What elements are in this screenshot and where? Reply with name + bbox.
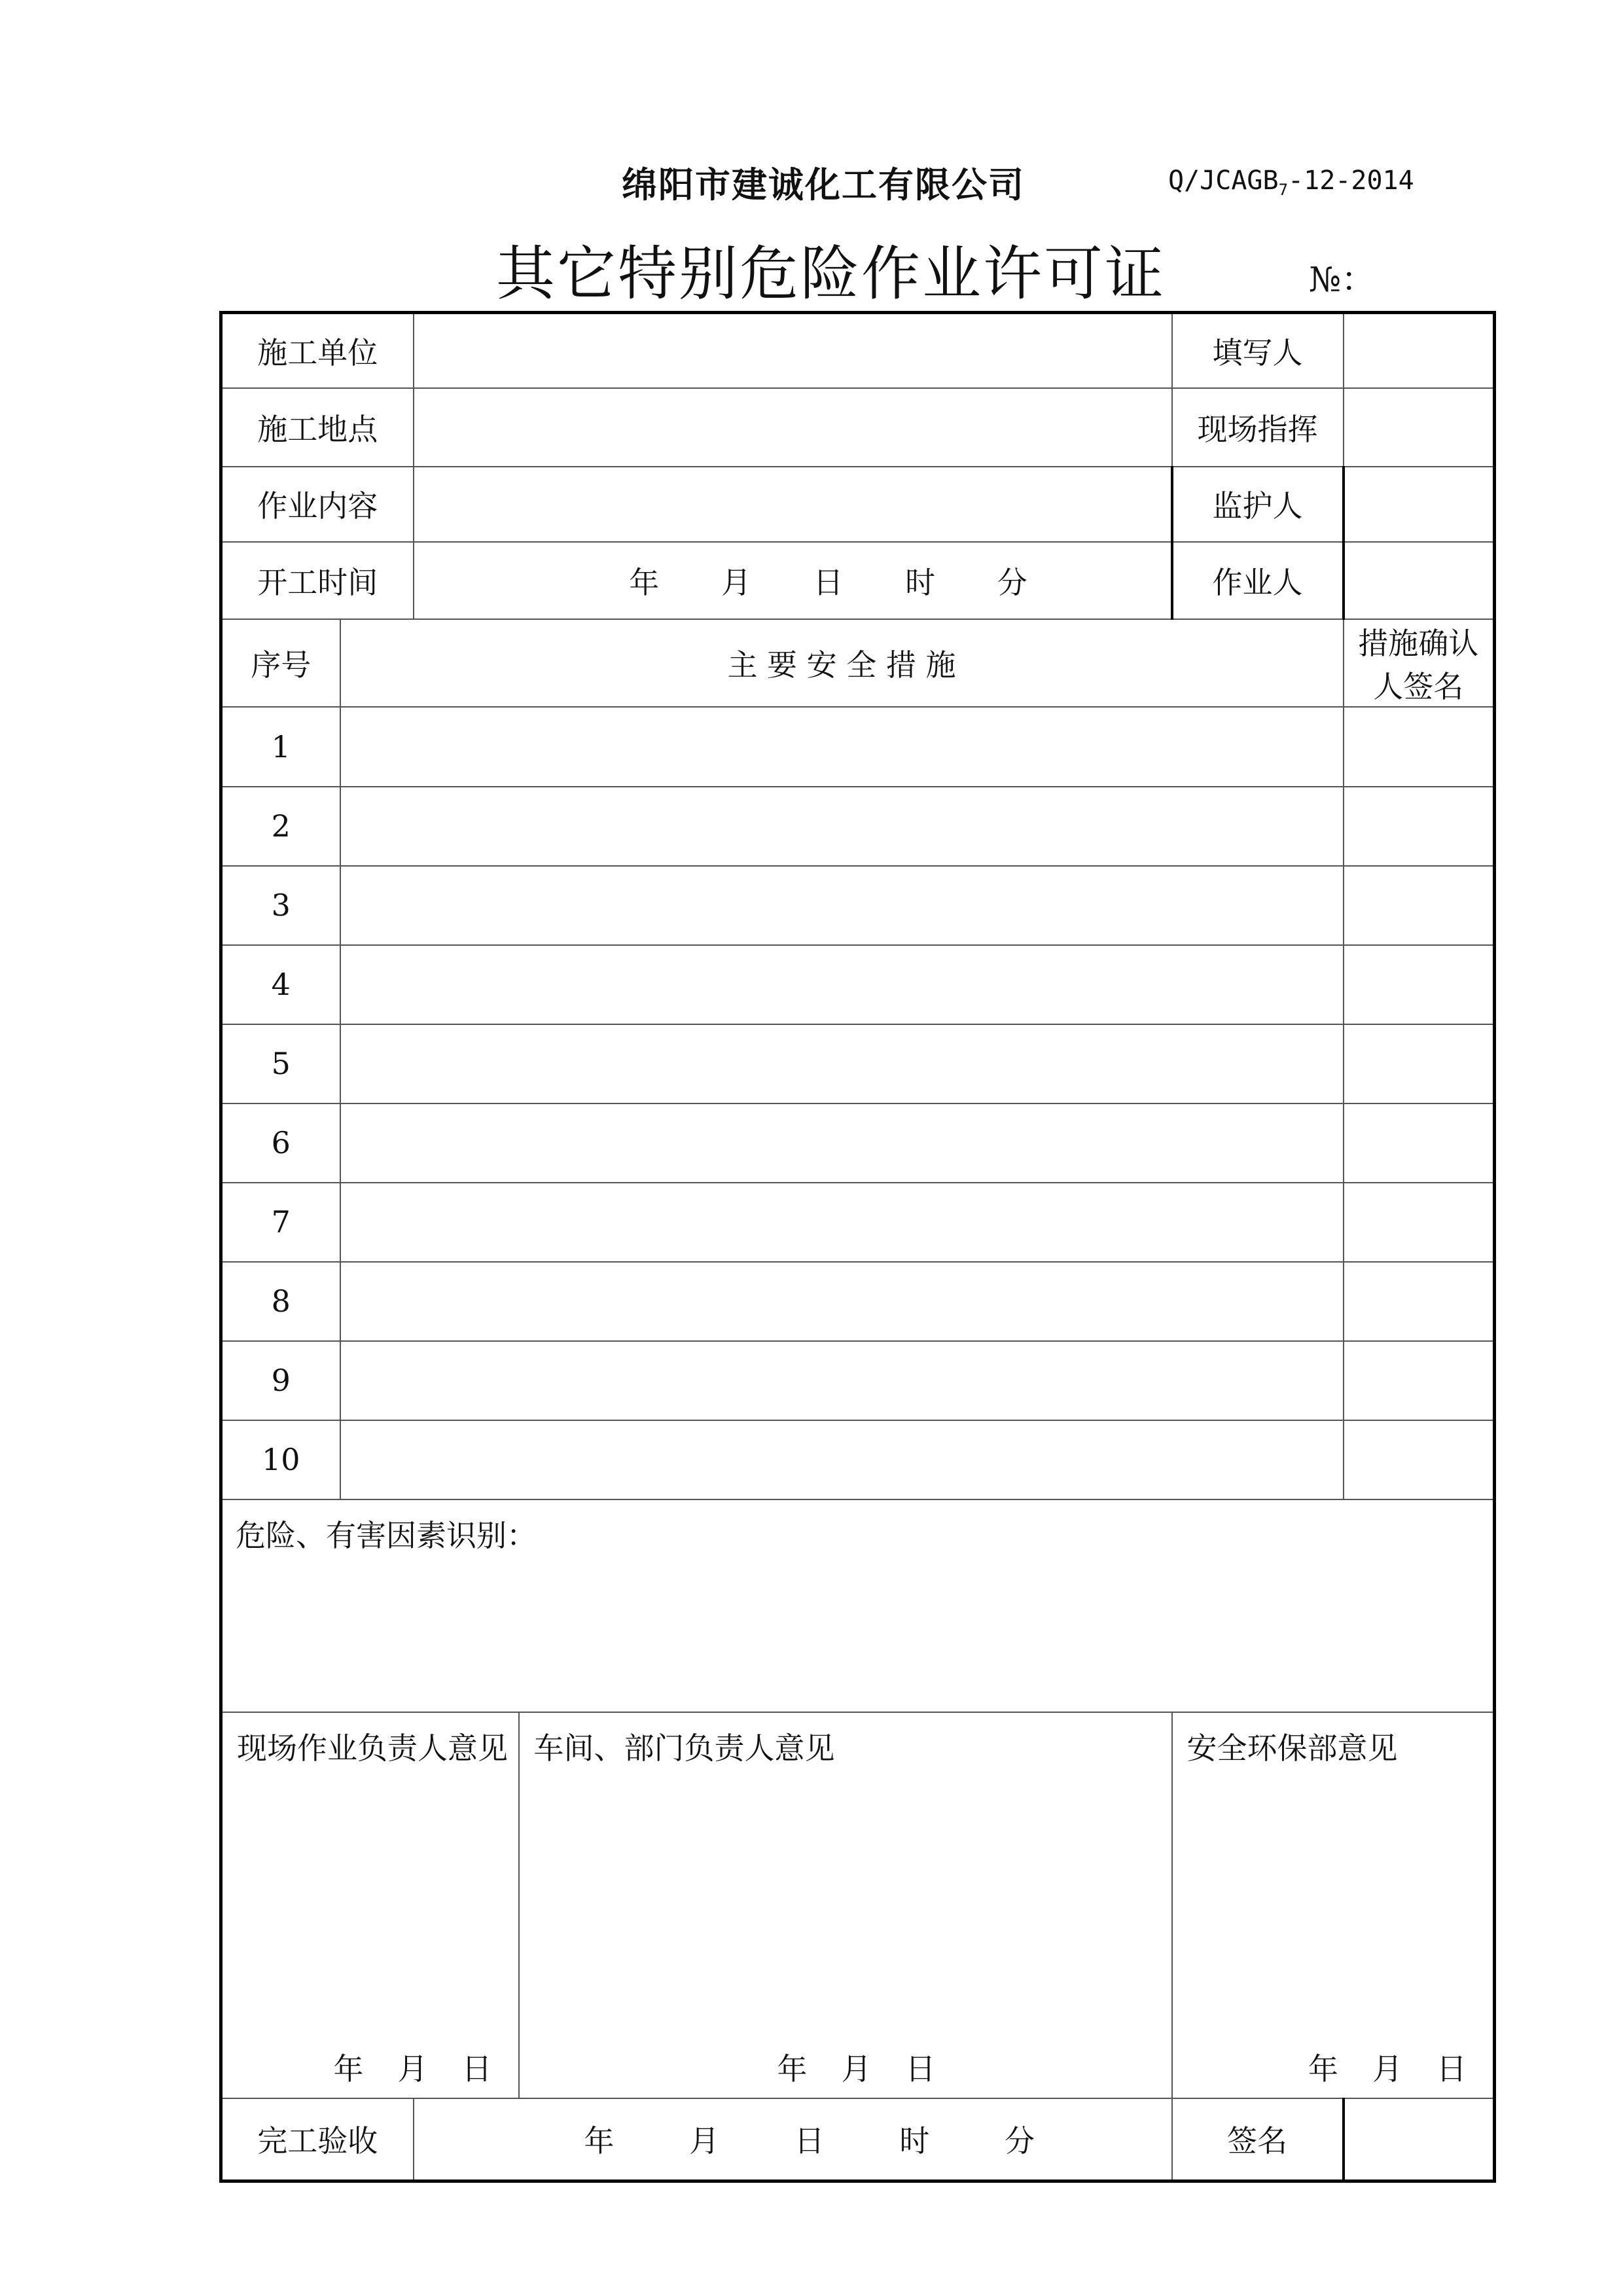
measures-header: 主 要 安 全 措 施 [340, 619, 1344, 707]
measure-row [221, 945, 1495, 1024]
start-hour: 时 [905, 564, 936, 600]
document-code [1168, 166, 1414, 199]
row-number: 1 [221, 707, 340, 787]
measure-row [221, 1103, 1495, 1183]
row-number: 4 [221, 945, 340, 1024]
seq-header: 序号 [221, 619, 340, 707]
completion-label: 完工验收 [221, 2098, 414, 2181]
commander-label: 现场指挥 [1172, 388, 1344, 467]
confirm-cell[interactable] [1344, 707, 1495, 787]
row-number: 10 [221, 1420, 340, 1499]
sign-value[interactable] [1344, 2098, 1495, 2181]
content-value[interactable] [414, 467, 1172, 542]
measure-cell[interactable] [340, 945, 1344, 1024]
confirm-cell[interactable] [1344, 945, 1495, 1024]
guardian-value[interactable] [1344, 467, 1495, 542]
measure-cell[interactable] [340, 1024, 1344, 1103]
measures-header-row [221, 619, 1495, 707]
measure-cell[interactable] [340, 1183, 1344, 1262]
guardian-label: 监护人 [1172, 467, 1344, 542]
permit-form [219, 311, 1496, 2183]
sign-label: 签名 [1172, 2098, 1344, 2181]
measure-row [221, 787, 1495, 866]
measure-row [221, 1024, 1495, 1103]
doc-code-tail: -12-2014 [1288, 166, 1414, 196]
row-number: 8 [221, 1262, 340, 1341]
commander-value[interactable] [1344, 388, 1495, 467]
info-row-unit [221, 313, 1495, 388]
confirm-cell[interactable] [1344, 866, 1495, 945]
measure-row [221, 1262, 1495, 1341]
measure-cell[interactable] [340, 866, 1344, 945]
info-row-start [221, 542, 1495, 619]
unit-label: 施工单位 [221, 313, 414, 388]
confirm-header: 措施确认人签名 [1344, 619, 1495, 707]
confirm-cell[interactable] [1344, 1341, 1495, 1420]
measure-cell[interactable] [340, 1341, 1344, 1420]
completion-year: 年 [584, 2123, 615, 2159]
measure-cell[interactable] [340, 787, 1344, 866]
start-minute: 分 [997, 564, 1027, 600]
measure-row [221, 1420, 1495, 1499]
measure-row [221, 707, 1495, 787]
safety-dept-opinion[interactable] [1172, 1712, 1495, 2098]
form-title: 其它特别危险作业许可证 [496, 240, 1166, 308]
doc-code-sub: 7 [1278, 181, 1289, 199]
hazard-cell[interactable] [221, 1499, 1495, 1712]
workshop-opinion[interactable] [519, 1712, 1172, 2098]
completion-hour: 时 [899, 2123, 930, 2159]
site-leader-date: 年 月 日 [333, 2051, 492, 2087]
row-number: 3 [221, 866, 340, 945]
row-number: 7 [221, 1183, 340, 1262]
start-day: 日 [813, 564, 844, 600]
site-label: 施工地点 [221, 388, 414, 467]
start-month: 月 [721, 564, 751, 600]
content-label: 作业内容 [221, 467, 414, 542]
completion-time-value[interactable] [414, 2098, 1172, 2181]
measure-row [221, 1183, 1495, 1262]
safety-dept-label: 安全环保部意见 [1186, 1730, 1398, 1766]
start-year: 年 [629, 564, 660, 600]
completion-day: 日 [794, 2123, 825, 2159]
measure-cell[interactable] [340, 707, 1344, 787]
confirm-cell[interactable] [1344, 1183, 1495, 1262]
measure-cell[interactable] [340, 1103, 1344, 1183]
filler-label: 填写人 [1172, 313, 1344, 388]
worker-label: 作业人 [1172, 542, 1344, 619]
filler-value[interactable] [1344, 313, 1495, 388]
start-label: 开工时间 [221, 542, 414, 619]
row-number: 5 [221, 1024, 340, 1103]
confirm-cell[interactable] [1344, 1262, 1495, 1341]
completion-row [221, 2098, 1495, 2181]
workshop-date: 年 月 日 [777, 2051, 936, 2087]
number-label: №： [1309, 260, 1376, 300]
site-leader-label: 现场作业负责人意见 [237, 1730, 508, 1766]
info-row-content [221, 467, 1495, 542]
site-leader-opinion[interactable] [221, 1712, 519, 2098]
confirm-cell[interactable] [1344, 1103, 1495, 1183]
info-row-site [221, 388, 1495, 467]
confirm-cell[interactable] [1344, 1420, 1495, 1499]
unit-value[interactable] [414, 313, 1172, 388]
confirm-cell[interactable] [1344, 1024, 1495, 1103]
opinions-row [221, 1712, 1495, 2098]
doc-code-main: Q/JCAGB [1168, 166, 1279, 196]
hazard-label: 危险、有害因素识别： [236, 1517, 537, 1553]
safety-dept-date: 年 月 日 [1308, 2051, 1467, 2087]
measure-row [221, 866, 1495, 945]
hazard-row [221, 1499, 1495, 1712]
row-number: 2 [221, 787, 340, 866]
confirm-cell[interactable] [1344, 787, 1495, 866]
completion-month: 月 [689, 2123, 720, 2159]
site-value[interactable] [414, 388, 1172, 467]
row-number: 6 [221, 1103, 340, 1183]
workshop-label: 车间、部门负责人意见 [533, 1730, 835, 1766]
start-time-value[interactable] [414, 542, 1172, 619]
completion-minute: 分 [1005, 2123, 1035, 2159]
measure-cell[interactable] [340, 1420, 1344, 1499]
row-number: 9 [221, 1341, 340, 1420]
company-name: 绵阳市建诚化工有限公司 [622, 164, 1025, 206]
measure-row [221, 1341, 1495, 1420]
worker-value[interactable] [1344, 542, 1495, 619]
measure-cell[interactable] [340, 1262, 1344, 1341]
